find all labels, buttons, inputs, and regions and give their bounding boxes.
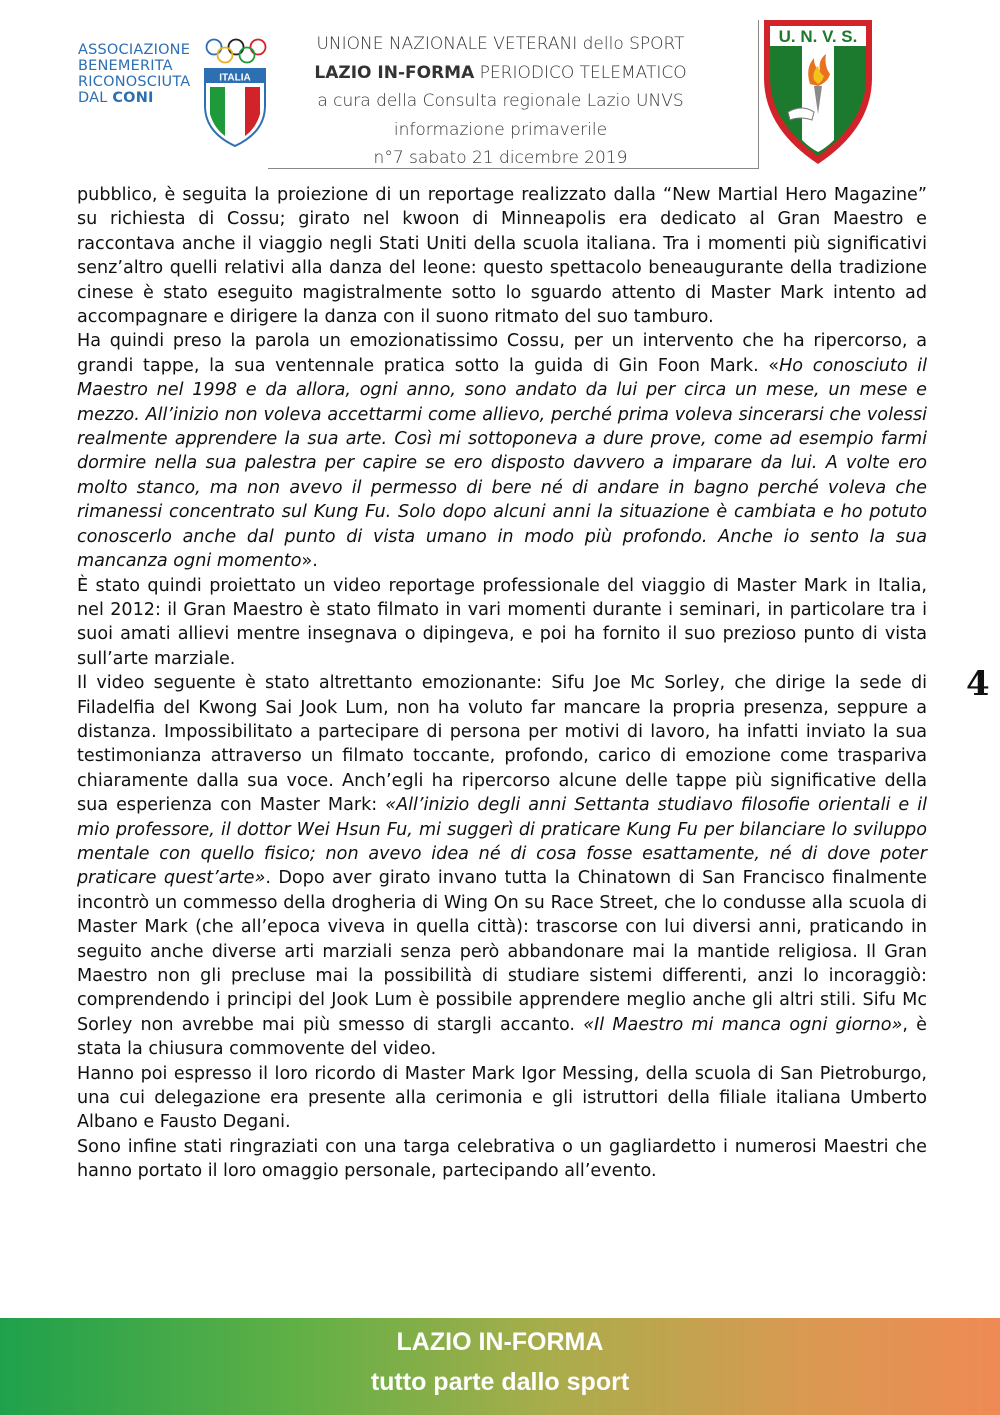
unvs-label: U. N. V. S. (778, 27, 858, 46)
p2-close: ». (301, 551, 318, 572)
coni-line3: RICONOSCIUTA (78, 74, 191, 90)
paragraph-5: Hanno poi espresso il loro ricordo di Master Mark Igor Messing, della scuola di San Pietroburgo, una cui delegazione era presente alla cerimonia e gli istruttori della filiale italiana Umberto Albano e Fausto Degani. (77, 1063, 927, 1133)
page-number: 4 (966, 664, 990, 704)
coni-line1: ASSOCIAZIONE (78, 42, 191, 58)
italia-shield-icon (202, 66, 268, 148)
p2-intro: Ha quindi preso la parola un emozionatissimo Cossu, per un intervento che ha ripercorso, a grandi tappe, la sua ventennale pratica sotto la guida di Gin Foon Mark. « (77, 331, 927, 376)
coni-line4 (78, 90, 202, 106)
header-line2-rest: PERIODICO TELEMATICO (474, 62, 687, 83)
paragraph-2 (77, 329, 927, 573)
paragraph-3: È stato quindi proiettato un video reportage professionale del viaggio di Master Mark in Italia, nel 2012: il Gran Maestro è stato filmato in vari momenti durante i seminari, in particolare tra i suoi amati allievi mentre insegnava o dipingeva, e poi ha fornito il suo prezioso punto di vista sull’arte marziale. (77, 575, 927, 669)
article-body (77, 183, 927, 1184)
header-line2 (268, 59, 733, 88)
p4-quote: «All’inizio degli anni Settanta studiavo filosofie orientali e il mio professore, il dottor Wei Hsun Fu, mi suggerì di praticare Kung Fu per bilanciare lo sviluppo mentale con quello fisico; non avevo idea né di cosa fosse esattamente, né di dove poter praticare quest’arte» (77, 795, 927, 889)
paragraph-1: pubblico, è seguita la proiezione di un reportage realizzato dalla “New Martial Hero Magazine” su richiesta di Cossu; girato nel kwoon di Minneapolis era dedicato al Gran Maestro e raccontava anche il viaggio negli Stati Uniti della scuola italiana. Tra i momenti più significativi senz’altro quelli relativi alla danza del leone: questo spettacolo beneaugurante della tradizione cinese è stato eseguito magistralmente sotto lo sguardo attento di Master Mark intento ad accompagnare e dirigere la danza con il suono ritmato del suo tamburo. (77, 185, 927, 328)
page-header (0, 0, 1000, 180)
p2-quote: Ho conosciuto il Maestro nel 1998 e da allora, ogni anno, sono andato da lui per circa un mese, un mese e mezzo. All’inizio non voleva accettarmi come allievo, perché prima voleva sincerarsi che volessi realmente apprendere la sua arte. Così mi sottoponeva a dure prove, come ad esempio farmi dormire nella sua palestra per capire se ero disposto davvero a imparare da lui. A volte ero molto stanco, ma non avevo il permesso di bere né di andare in bagno perché voleva che rimanessi concentrato sul Kung Fu. Solo dopo alcuni anni la situazione è cambiata e ho potuto conoscerlo anche dal punto di vista umano in modo più profondo. Anche io sento la sua mancanza ogni momento (77, 355, 928, 572)
unvs-shield-icon (758, 16, 878, 168)
coni-line2: BENEMERITA (78, 58, 173, 74)
header-line4: informazione primaverile (393, 119, 608, 140)
page-footer (0, 1318, 1000, 1415)
header-line1: UNIONE NAZIONALE VETERANI dello SPORT (316, 34, 685, 54)
header-title-block (268, 30, 733, 173)
paragraph-6: Sono infine stati ringraziati con una targa celebrativa o un gagliardetto i numerosi Maestri che hanno portato il loro omaggio personale, partecipando all’evento. (77, 1136, 927, 1182)
header-issue-date: n°7 sabato 21 dicembre 2019 (373, 148, 628, 168)
coni-text (78, 42, 202, 106)
p4-intro: Il video seguente è stato altrettanto emozionante: Sifu Joe Mc Sorley, che dirige la sede di Filadelfia del Kwong Sai Jook Lum, non ha voluto far mancare la propria presenza, seppure a distanza. Impossibilitato a partecipare di persona per motivi di lavoro, ha infatti inviato la sua testimonianza attraverso un filmato toccante, profondo, carico di emozione come traspariva chiaramente dalla sua voce. Anch’egli ha ripercorso alcune delle tappe più significative della sua esperienza con Master Mark: (77, 673, 927, 816)
header-line2-bold: LAZIO IN-FORMA (314, 62, 475, 83)
coni-dal: DAL (78, 90, 113, 106)
paragraph-4 (77, 671, 927, 1062)
footer-subtitle: tutto parte dallo sport (370, 1368, 630, 1396)
p4-middle: . Dopo aver girato invano tutta la Chinatown di San Francisco finalmente incontrò un commesso della drogheria di Wing On su Race Street, che lo condusse alla scuola di Master Mark (che all’epoca viveva in quella città): trascorse con lui diversi anni, praticando in seguito anche diverse arti marziali senza però abbandonare mai la mantide religiosa. Il Gran Maestro non gli precluse mai la possibilità di studiare sistemi differenti, anzi lo incoraggiò: comprendendo i principi del Jook Lum è possibile apprendere meglio anche gli altri stili. Sifu Mc Sorley non avrebbe mai più smesso di stargli accanto. (77, 868, 927, 1035)
coni-logo (78, 38, 278, 148)
header-line3: a cura della Consulta regionale Lazio UNVS (317, 91, 684, 111)
p4-end: , è stata la chiusura commovente del video. (77, 1014, 927, 1060)
italia-label: ITALIA (219, 72, 251, 84)
p4-quote2: «Il Maestro mi manca ogni giorno» (583, 1014, 903, 1035)
coni-coni: CONI (112, 90, 154, 106)
footer-title: LAZIO IN-FORMA (396, 1328, 604, 1356)
olympic-rings-icon (204, 38, 268, 66)
